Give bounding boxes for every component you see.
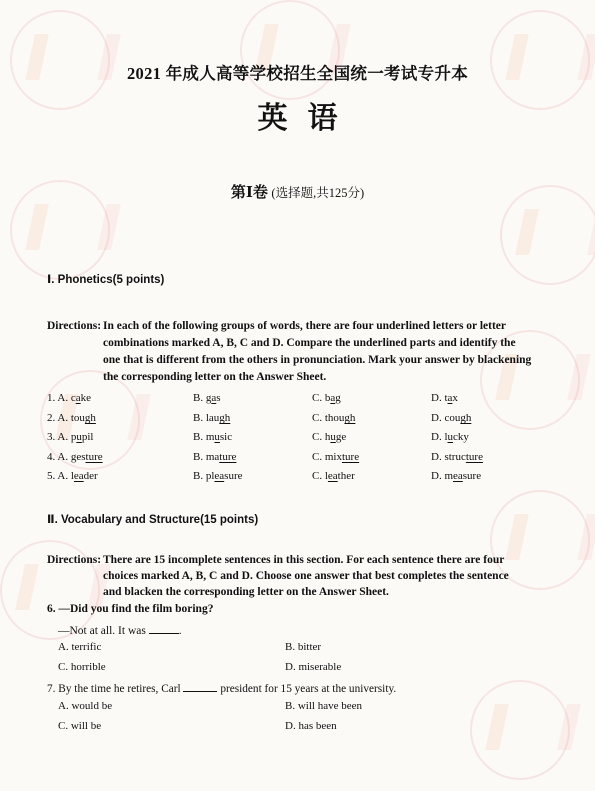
watermark-logo	[470, 680, 570, 780]
answer-blank	[149, 623, 179, 634]
option-c: C. will be	[58, 720, 102, 732]
question-5-option-a: 5. A. leader	[47, 470, 98, 482]
question-1-option-d: D. tax	[431, 392, 458, 404]
subject-title: 英语	[257, 102, 358, 135]
option-b: B. will have been	[285, 700, 362, 712]
option-b: B. bitter	[285, 641, 322, 653]
question-3-option-b: B. music	[193, 431, 233, 443]
directions-line: In each of the following groups of words, there are four underlined letters or letter	[103, 320, 506, 332]
answer-blank	[183, 681, 217, 692]
option-a: A. would be	[58, 700, 113, 712]
question-5-option-c: C. leather	[312, 470, 355, 482]
question-4-option-a: 4. A. gesture	[47, 451, 103, 463]
watermark-logo	[240, 0, 340, 100]
directions-line: choices marked A, B, C and D. Choose one answer that best completes the sentence	[103, 570, 509, 582]
question-1-option-a: 1. A. cake	[47, 392, 92, 404]
question-4-option-c: C. mixture	[312, 451, 360, 463]
question-2-option-c: C. though	[312, 412, 356, 424]
section-heading-phonetics: Ⅰ. Phonetics(5 points)	[47, 274, 165, 286]
directions-line: combinations marked A, B, C and D. Compare the underlined parts and identify the	[103, 337, 516, 349]
question-7-text-end: president for 15 years at the university.	[220, 683, 397, 695]
question-2-option-b: B. laugh	[193, 412, 231, 424]
question-7-stem	[47, 681, 396, 695]
question-3-option-d: D. lucky	[431, 431, 469, 443]
question-1-option-b: B. gas	[193, 392, 221, 404]
exam-title: 2021 年成人高等学校招生全国统一考试专升本	[126, 64, 469, 83]
question-6-stem: 6. —Did you find the film boring?	[47, 603, 214, 615]
question-5-option-d: D. measure	[431, 470, 482, 482]
option-d: D. miserable	[285, 661, 342, 673]
directions-line: the corresponding letter on the Answer Sheet.	[103, 371, 327, 383]
volume-label: 第Ⅰ卷	[230, 185, 268, 201]
question-2-option-d: D. cough	[431, 412, 472, 424]
volume-note: (选择题,共125分)	[271, 186, 365, 200]
question-3-option-a: 3. A. pupil	[47, 431, 94, 443]
option-a: A. terrific	[58, 641, 102, 653]
question-6-dialog-text: —Not at all. It was	[58, 625, 146, 637]
volume-heading	[0, 181, 595, 202]
question-5-option-b: B. pleasure	[193, 470, 243, 482]
question-2-option-a: 2. A. tough	[47, 412, 96, 424]
question-6-dialog	[58, 623, 182, 637]
question-1-option-c: C. bag	[312, 392, 341, 404]
directions-label: Directions:	[47, 320, 102, 332]
option-c: C. horrible	[58, 661, 106, 673]
section-heading-vocabulary: Ⅱ. Vocabulary and Structure(15 points)	[47, 514, 259, 526]
question-4-option-d: D. structure	[431, 451, 483, 463]
directions-line: one that is different from the others in pronunciation. Mark your answer by blackening	[103, 354, 532, 366]
question-4-option-b: B. mature	[193, 451, 237, 463]
directions-line: and blacken the corresponding letter on the Answer Sheet.	[103, 586, 389, 598]
directions-line: There are 15 incomplete sentences in this section. For each sentence there are four	[103, 554, 505, 566]
option-d: D. has been	[285, 720, 337, 732]
question-7-text: 7. By the time he retires, Carl	[47, 683, 181, 695]
directions-label: Directions:	[47, 554, 102, 566]
question-3-option-c: C. huge	[312, 431, 347, 443]
question-6-dialog-end: .	[178, 625, 182, 637]
